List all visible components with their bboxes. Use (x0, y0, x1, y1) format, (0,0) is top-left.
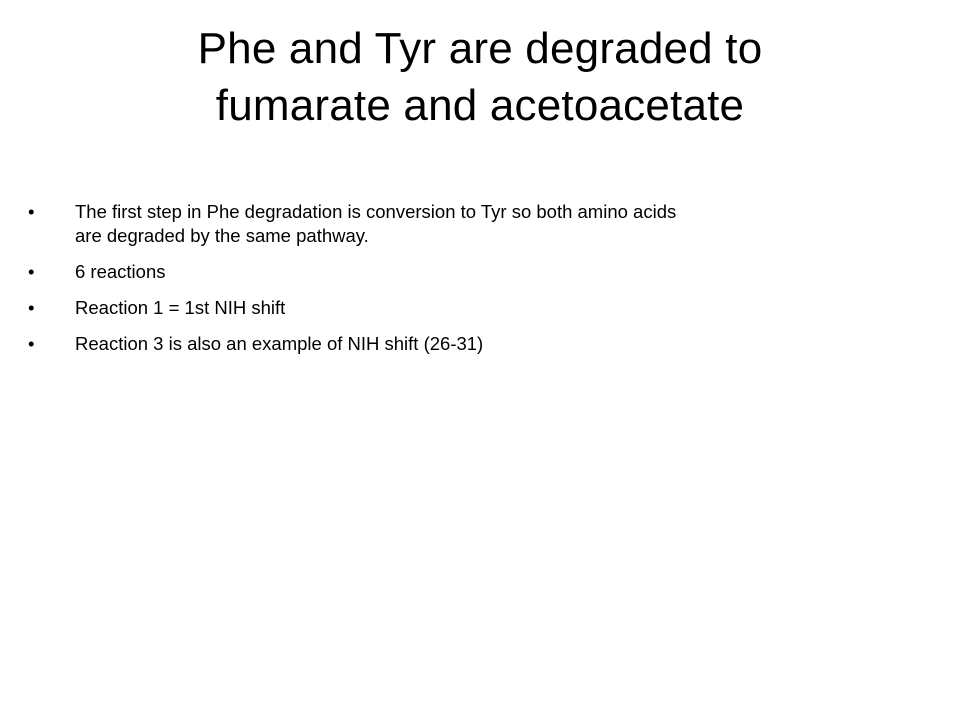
slide-title-line-1: Phe and Tyr are degraded to (197, 24, 763, 73)
bullet-item (28, 296, 948, 320)
bullet-item (28, 332, 948, 356)
bullet-text: Reaction 3 is also an example of NIH shift (26-31) (75, 333, 484, 354)
bullet-item (28, 200, 948, 248)
bullet-text-line-2: are degraded by the same pathway. (75, 225, 369, 246)
bullet-item (28, 260, 948, 284)
bullet-text: 6 reactions (75, 261, 166, 282)
bullet-text: Reaction 1 = 1st NIH shift (75, 297, 286, 318)
slide-title (40, 20, 920, 134)
bullet-marker: • (28, 297, 35, 318)
bullet-text-line-1: The first step in Phe degradation is conversion to Tyr so both amino acids (75, 201, 677, 222)
bullet-list (28, 200, 948, 368)
bullet-marker: • (28, 333, 35, 354)
bullet-marker: • (28, 201, 35, 222)
bullet-marker: • (28, 261, 35, 282)
slide-title-line-2: fumarate and acetoacetate (215, 81, 745, 130)
